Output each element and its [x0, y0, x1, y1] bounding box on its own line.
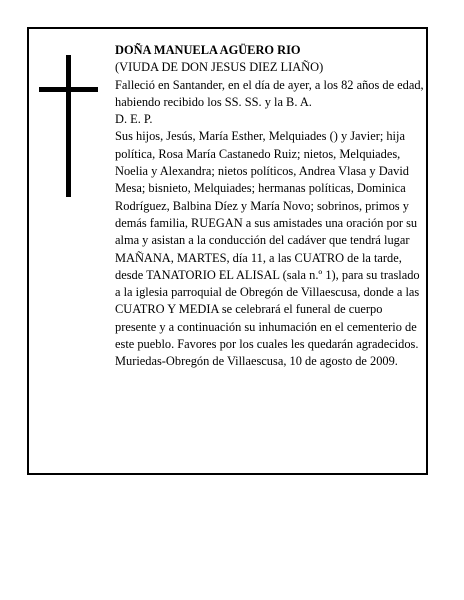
- cross-horizontal-bar: [39, 87, 98, 92]
- dep-line: D. E. P.: [115, 112, 153, 127]
- sacraments-line: habiendo recibido los SS. SS. y la B. A.: [115, 94, 312, 109]
- cross-vertical-bar: [66, 55, 71, 197]
- death-line: Falleció en Santander, en el día de ayer, a los 82 años de edad,: [115, 77, 424, 92]
- deceased-name: DOÑA MANUELA AGÜERO RIO: [115, 43, 301, 57]
- obituary-notice: [27, 27, 428, 475]
- widow-line: (VIUDA DE DON JESUS DIEZ LIAÑO): [115, 60, 324, 75]
- notice-text: [115, 42, 425, 371]
- place-date: Muriedas-Obregón de Villaescusa, 10 de agosto de 2009.: [115, 354, 398, 369]
- family-paragraph: Sus hijos, Jesús, María Esther, Melquiades () y Javier; hija política, Rosa María Castanedo Ruiz; nietos, Melquiades, Noelia y Alexandra; nietos políticos, Andrea Vlasa y David Mesa; bisnieto, Melquiades; hermanas políticas, Dominica Rodríguez, Balbina Díez y María Novo; sobrinos, primos y demás familia, RUEGAN a sus amistades una oración por su alma y asistan a la conducción del cadáver que tendrá lugar MAÑANA, MARTES, día 11, a las CUATRO de la tarde, desde TANATORIO EL ALISAL (sala n.º 1), para su traslado a la iglesia parroquial de Obregón de Villaescusa, donde a las CUATRO Y MEDIA se celebrará el funeral de cuerpo presente y a continuación su inhumación en el cementerio de este pueblo. Favores por los cuales les quedarán agradecidos.: [115, 129, 420, 352]
